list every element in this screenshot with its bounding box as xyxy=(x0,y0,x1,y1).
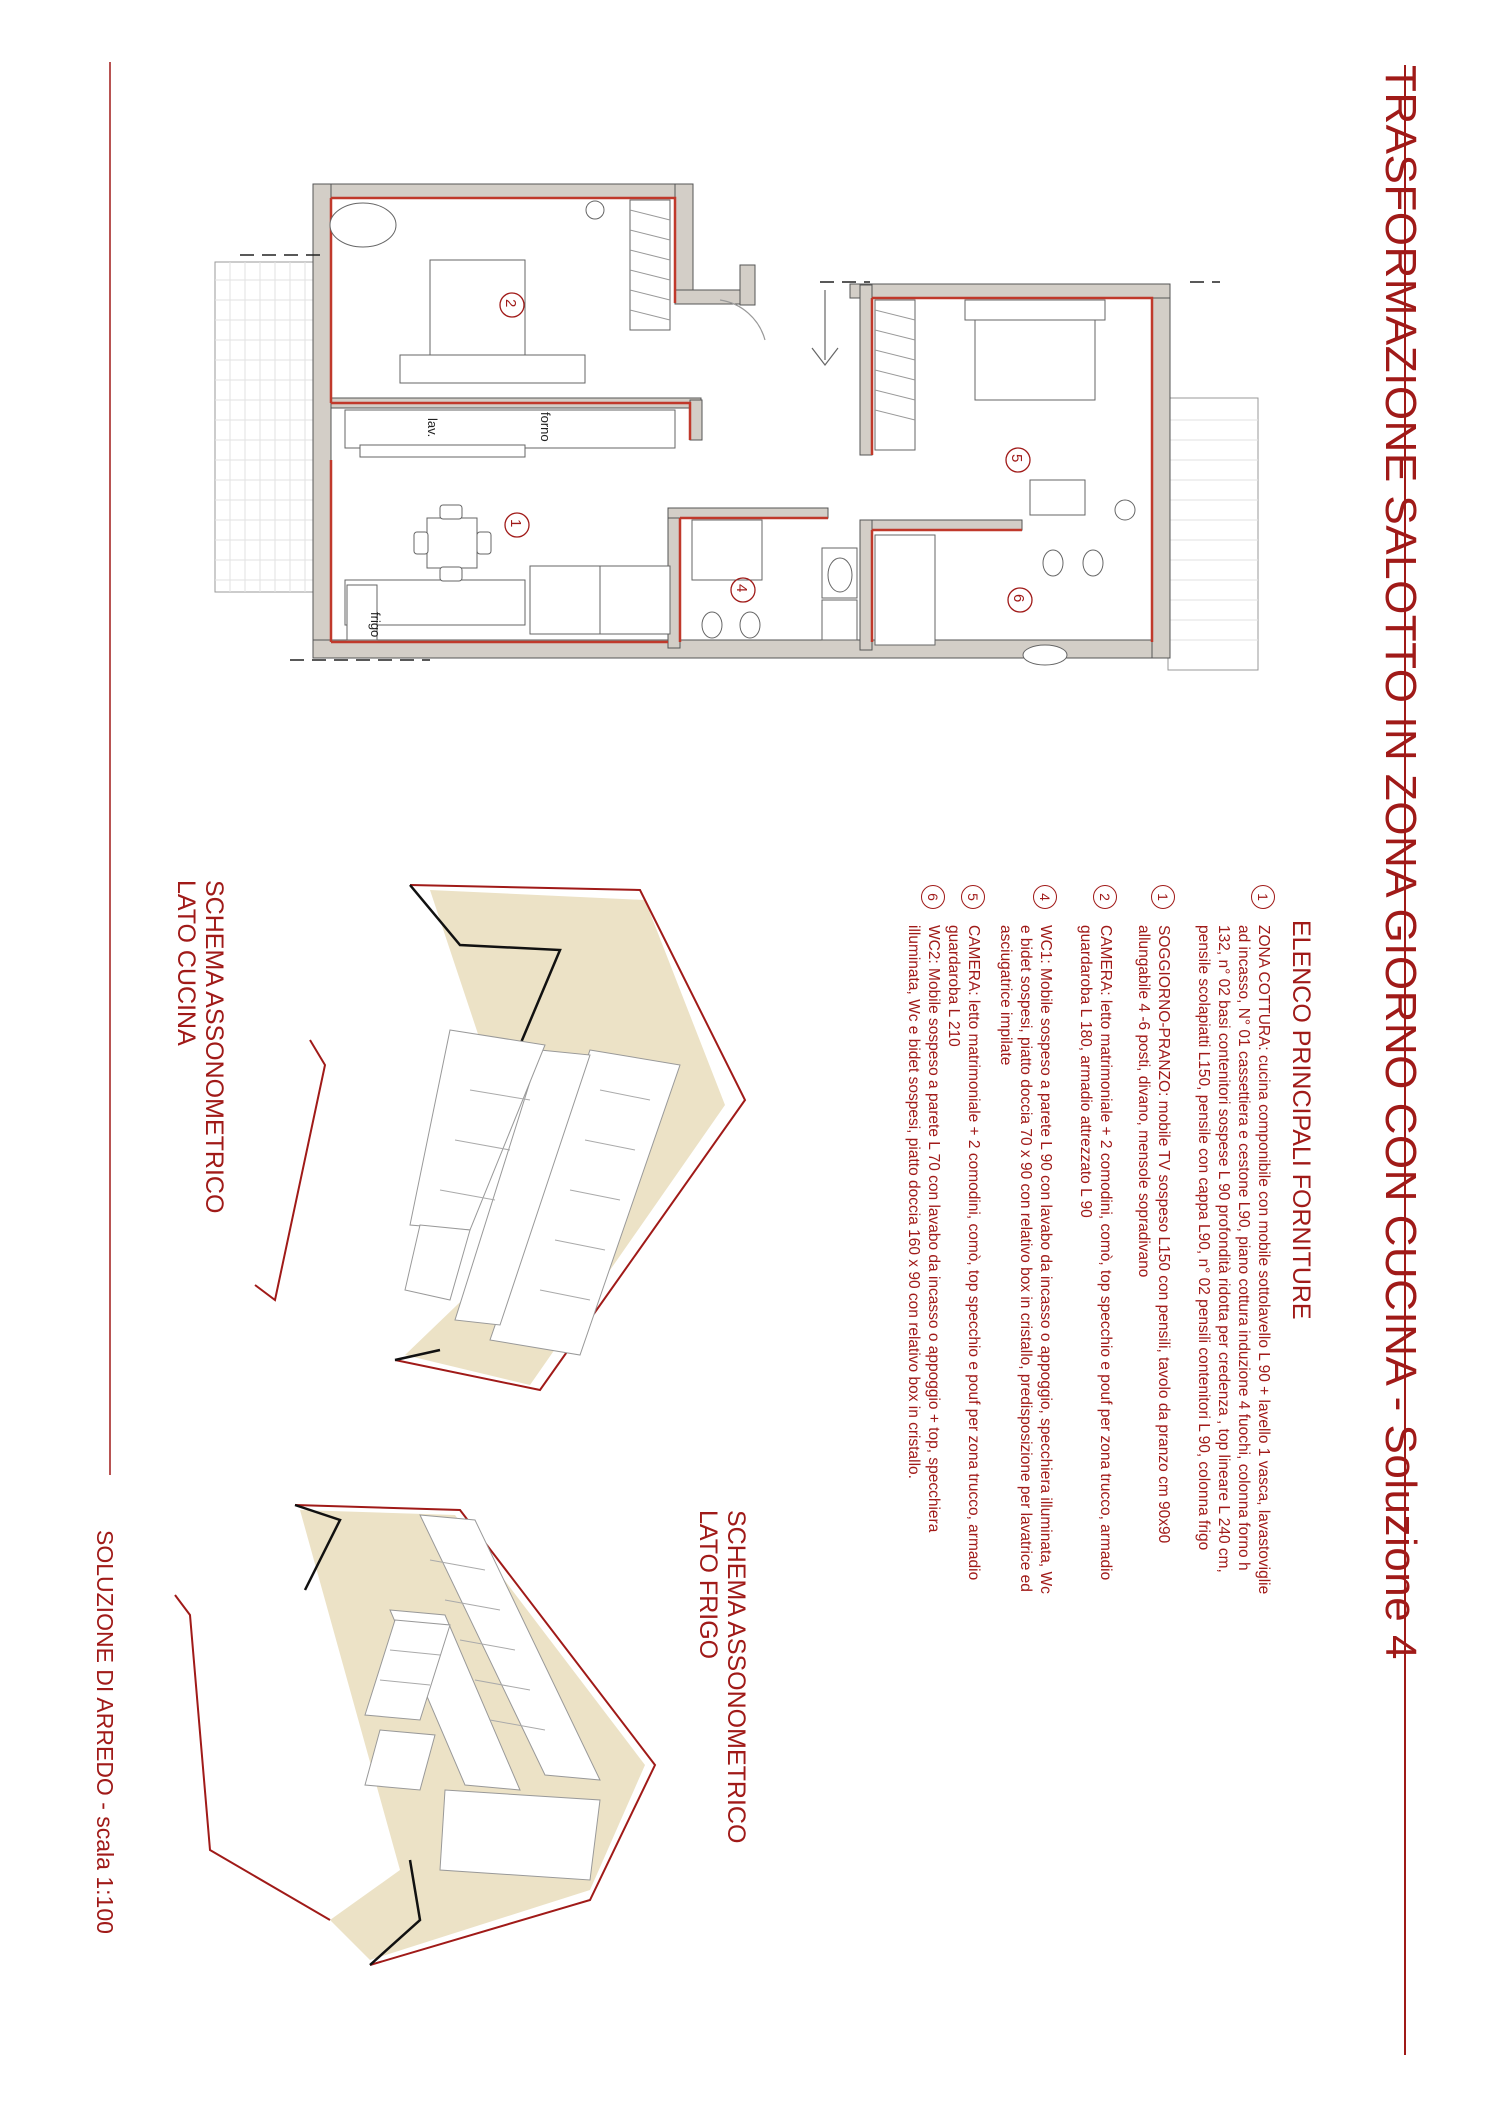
room-number-2: 2 xyxy=(502,299,519,308)
scheme-label-cucina: SCHEMA ASSONOMETRICO LATO CUCINA xyxy=(172,880,228,1214)
supplies-list: 1 ZONA COTTURA: cucina componibile con mobile sottolavello L 90 + lavello 1 vasca, lavastoviglie ad incasso, N° 01 cassettiera e cestone L90, piano cottura induzione 4 fuochi, colonna forno h 132, n° 02 basi contenitori sospese L 90 profondità ridotta per credenza , top lineare L 240 cm, pensile scolapiatti L150, pensile con cappa L90, n° 02 pensili contenitori L 90, colonna frigo 1 SOGGIORNO-PRANZO: mobile TV sospeso L150 con pensili, tavolo da pranzo cm 90x90 allungabile 4 -6 posti, divano, mensole sopradivano 2 CAMERA: letto matrimoniale + 2 comodini, comò, top specchio e pouf per zona trucco, armadio guardaroba L 180, armadio attrezzato L 90 4 WC1: Mobile sospeso a parete L 90 con lavabo da incasso o appoggio, specchiera illuminata, Wc e bidet sospesi, piatto doccia 70 x 90 con relativo box in cristallo, predisposizione per lavatrice ed asciugatrice impilate 5 CAMERA: letto matrimoniale + 2 comodini, comò, top specchio e pouf per zona trucco, armadio guardaroba L 210 6 WC2: Mobile sospeso a parete L 70 con lavabo da incasso o appoggio + top, specchiera illuminata, Wc e bidet sospesi, piatto doccia 160 x 90 con relativo box in cristallo. xyxy=(675,885,1275,1605)
label-frigo: frigo xyxy=(368,612,383,638)
room-number-4: 4 xyxy=(733,584,750,593)
item-number: 2 xyxy=(1093,885,1117,909)
item-number: 5 xyxy=(961,885,985,909)
item-number: 1 xyxy=(1251,885,1275,909)
item-number: 6 xyxy=(921,885,945,909)
page-subtitle: SOLUZIONE DI ARREDO - scala 1:100 xyxy=(92,1530,118,1934)
label-lav: lav. xyxy=(425,418,440,438)
room-number-5: 5 xyxy=(1008,454,1025,463)
page-title: TRASFORMAZIONE SALOTTO IN ZONA GIORNO CON CUCINA - Soluzione 4 xyxy=(1376,65,1425,1660)
scheme-label-frigo: SCHEMA ASSONOMETRICO LATO FRIGO xyxy=(694,1510,750,1844)
item-number: 1 xyxy=(1151,885,1175,909)
label-forno: forno xyxy=(538,412,553,442)
list-heading: ELENCO PRINCIPALI FORNITURE xyxy=(1287,920,1315,1320)
room-number-6: 6 xyxy=(1010,594,1027,603)
item-number: 4 xyxy=(1033,885,1057,909)
room-number-1: 1 xyxy=(507,519,524,528)
